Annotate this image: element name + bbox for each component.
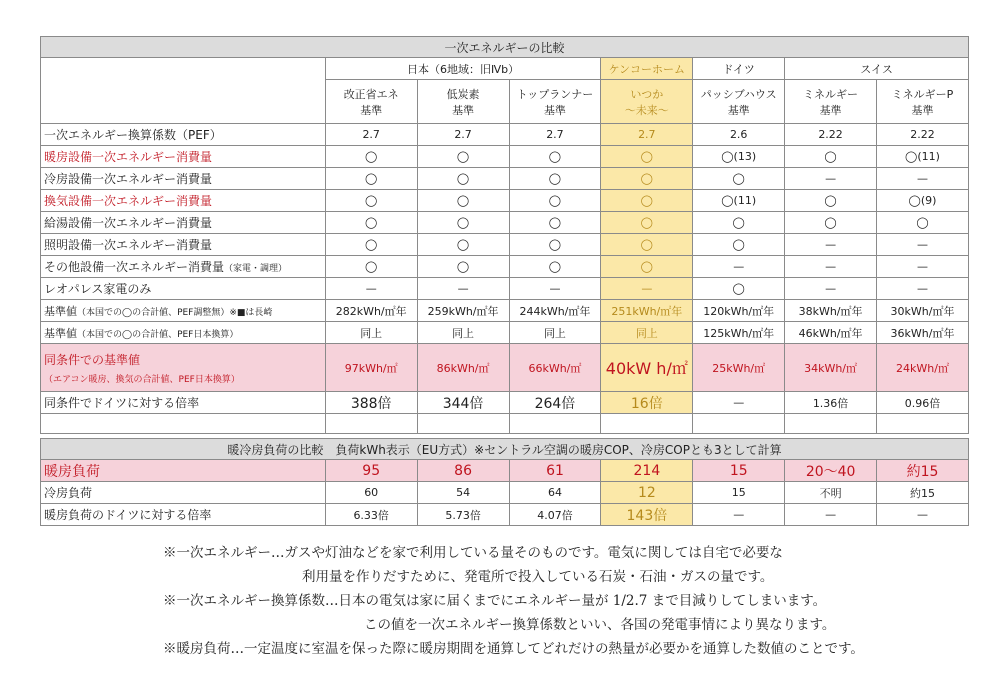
footnote-1: ※一次エネルギー…ガスや灯油などを家で利用している量そのものです。電気に関しては自宅で必要な — [163, 545, 783, 561]
row-label: レオパレス家電のみ — [44, 282, 152, 296]
cooling-load-value: 12 — [601, 482, 693, 504]
row-label-cell — [41, 146, 326, 168]
row-value: — — [877, 168, 969, 190]
same-cond-value: 25kWh/㎡ — [693, 344, 785, 392]
row-value: ◯ — [785, 146, 877, 168]
col-header-4: パッシブハウス 基準 — [693, 80, 785, 124]
same-cond-value: 97kWh/㎡ — [325, 344, 417, 392]
row-label: 照明設備一次エネルギー消費量 — [44, 238, 213, 252]
row-value: ◯ — [325, 190, 417, 212]
row-label: 基準値 — [44, 304, 77, 318]
heating-load-value: 61 — [509, 460, 601, 482]
col-header-3: いつか 〜未来〜 — [601, 80, 693, 124]
row-value: ◯ — [601, 212, 693, 234]
ratio-value: 344倍 — [417, 392, 509, 414]
heating-load-label: 暖房負荷 — [41, 460, 326, 482]
row-value: ◯ — [601, 234, 693, 256]
row-value: ◯ — [509, 212, 601, 234]
footnote-4: この値を一次エネルギー換算係数といい、各国の発電事情により異なります。 — [364, 617, 836, 633]
row-value: 125kWh/㎡年 — [693, 322, 785, 344]
ratio-value: 1.36倍 — [785, 392, 877, 414]
heating-load-value: 15 — [693, 460, 785, 482]
same-cond-value: 34kWh/㎡ — [785, 344, 877, 392]
heating-load-value: 20〜40 — [785, 460, 877, 482]
table-row — [41, 212, 969, 234]
heating-ratio-value: 6.33倍 — [325, 504, 417, 526]
row-value: ◯(9) — [877, 190, 969, 212]
row-value: ◯ — [417, 234, 509, 256]
footnote-2: 利用量を作りだすために、発電所で投入している石炭・石油・ガスの量です。 — [302, 569, 774, 585]
row-value: — — [509, 278, 601, 300]
same-cond-note: （エアコン暖房、換気の合計値、PEF日本換算） — [44, 374, 240, 385]
row-value: ◯ — [417, 190, 509, 212]
row-value: ◯ — [693, 278, 785, 300]
heating-load-row — [41, 460, 969, 482]
cooling-load-row — [41, 482, 969, 504]
row-value: 46kWh/㎡年 — [785, 322, 877, 344]
row-label-cell — [41, 300, 326, 322]
ratio-value: 16倍 — [601, 392, 693, 414]
row-value: ◯ — [601, 168, 693, 190]
heating-ratio-row — [41, 504, 969, 526]
row-value: 2.22 — [877, 124, 969, 146]
footnote-3: ※一次エネルギー換算係数…日本の電気は家に届くまでにエネルギー量が 1/2.7 まで目減りしてしまいます。 — [163, 593, 827, 609]
row-label-note: （本国での◯の合計値、PEF日本換算） — [77, 329, 239, 340]
col-header-2: トップランナー 基準 — [509, 80, 601, 124]
load-comparison-table — [40, 438, 969, 526]
row-value: — — [325, 278, 417, 300]
heating-load-value: 95 — [325, 460, 417, 482]
row-value: ◯ — [325, 234, 417, 256]
heating-ratio-value: 4.07倍 — [509, 504, 601, 526]
row-value: — — [785, 278, 877, 300]
row-value: — — [601, 278, 693, 300]
row-value: ◯ — [785, 212, 877, 234]
same-cond-label: 同条件での基準値 — [44, 352, 141, 367]
row-value: — — [877, 234, 969, 256]
row-value: 38kWh/㎡年 — [785, 300, 877, 322]
header-blank — [41, 58, 326, 124]
row-label-cell — [41, 168, 326, 190]
row-value: — — [785, 256, 877, 278]
table-row — [41, 322, 969, 344]
same-condition-row — [41, 344, 969, 392]
footnote-5: ※暖房負荷…一定温度に室温を保った際に暖房期間を通算してどれだけの熱量が必要かを通算した数値のことです。 — [163, 641, 864, 657]
row-value: 36kWh/㎡年 — [877, 322, 969, 344]
ratio-value: 264倍 — [509, 392, 601, 414]
table2-title: 暖冷房負荷の比較 負荷kWh表示（EU方式）※セントラル空調の暖房COP、冷房COPとも3として計算 — [41, 439, 969, 460]
row-value: 251kWh/㎡年 — [601, 300, 693, 322]
row-label-cell — [41, 234, 326, 256]
col-header-5: ミネルギー 基準 — [785, 80, 877, 124]
row-value: — — [785, 168, 877, 190]
row-value: ◯ — [877, 212, 969, 234]
row-value: 同上 — [601, 322, 693, 344]
row-value: ◯ — [325, 212, 417, 234]
row-value: — — [877, 256, 969, 278]
row-label-cell — [41, 322, 326, 344]
group-swiss: スイス — [785, 58, 969, 80]
row-value: 30kWh/㎡年 — [877, 300, 969, 322]
ratio-row — [41, 392, 969, 414]
row-value: ◯ — [509, 256, 601, 278]
same-cond-value: 40kW h/㎡ — [601, 344, 693, 392]
row-value: ◯ — [601, 190, 693, 212]
cooling-load-value: 64 — [509, 482, 601, 504]
cooling-load-value: 15 — [693, 482, 785, 504]
heating-ratio-value: — — [693, 504, 785, 526]
row-label-cell — [41, 212, 326, 234]
cooling-load-value: 54 — [417, 482, 509, 504]
row-value: 2.7 — [417, 124, 509, 146]
row-label: 暖房設備一次エネルギー消費量 — [44, 150, 213, 164]
ratio-value: 0.96倍 — [877, 392, 969, 414]
group-japan: 日本（6地域：旧Ⅳb） — [325, 58, 601, 80]
row-value: ◯ — [325, 256, 417, 278]
row-value: ◯ — [417, 168, 509, 190]
row-label: 冷房設備一次エネルギー消費量 — [44, 172, 213, 186]
row-label: 給湯設備一次エネルギー消費量 — [44, 216, 213, 230]
row-value: 同上 — [325, 322, 417, 344]
row-value: ◯ — [325, 146, 417, 168]
heating-ratio-value: — — [877, 504, 969, 526]
row-value: 2.7 — [325, 124, 417, 146]
row-value: — — [877, 278, 969, 300]
table-row — [41, 278, 969, 300]
row-value: 同上 — [417, 322, 509, 344]
row-value: 同上 — [509, 322, 601, 344]
ratio-value: — — [693, 392, 785, 414]
same-cond-value: 86kWh/㎡ — [417, 344, 509, 392]
row-value: ◯ — [693, 234, 785, 256]
row-value: ◯(11) — [693, 190, 785, 212]
row-value: ◯ — [601, 256, 693, 278]
cooling-load-value: 不明 — [785, 482, 877, 504]
row-label-cell — [41, 190, 326, 212]
heating-ratio-label: 暖房負荷のドイツに対する倍率 — [41, 504, 326, 526]
col-header-1: 低炭素 基準 — [417, 80, 509, 124]
row-value: 259kWh/㎡年 — [417, 300, 509, 322]
same-cond-value: 66kWh/㎡ — [509, 344, 601, 392]
row-value: 282kWh/㎡年 — [325, 300, 417, 322]
row-value: ◯ — [785, 190, 877, 212]
row-value: ◯ — [325, 168, 417, 190]
row-label: その他設備一次エネルギー消費量 — [44, 260, 225, 274]
row-value: — — [785, 234, 877, 256]
energy-comparison-table — [40, 36, 969, 434]
row-label-cell — [41, 278, 326, 300]
table-row — [41, 146, 969, 168]
row-label-cell — [41, 256, 326, 278]
cooling-load-label: 冷房負荷 — [41, 482, 326, 504]
row-value: — — [417, 278, 509, 300]
group-kenko: ケンコーホーム — [601, 58, 693, 80]
col-header-6: ミネルギーP 基準 — [877, 80, 969, 124]
row-value: ◯ — [417, 256, 509, 278]
table-row — [41, 190, 969, 212]
row-label-note: （本国での◯の合計値、PEF調整無）※■は長崎 — [77, 307, 273, 318]
row-label-cell — [41, 124, 326, 146]
cooling-load-value: 約15 — [877, 482, 969, 504]
row-value: ◯ — [509, 168, 601, 190]
ratio-label: 同条件でドイツに対する倍率 — [41, 392, 326, 414]
row-value: ◯ — [509, 146, 601, 168]
row-value: 2.6 — [693, 124, 785, 146]
ratio-value: 388倍 — [325, 392, 417, 414]
row-value: ◯ — [417, 146, 509, 168]
heating-ratio-value: — — [785, 504, 877, 526]
row-value: 2.7 — [509, 124, 601, 146]
table-row — [41, 168, 969, 190]
heating-ratio-value: 143倍 — [601, 504, 693, 526]
row-label: 換気設備一次エネルギー消費量 — [44, 194, 213, 208]
row-value: ◯ — [693, 212, 785, 234]
row-value: — — [693, 256, 785, 278]
row-value: ◯ — [417, 212, 509, 234]
row-value: 2.22 — [785, 124, 877, 146]
table-row — [41, 256, 969, 278]
col-header-0: 改正省エネ 基準 — [325, 80, 417, 124]
table1-title: 一次エネルギーの比較 — [41, 37, 969, 58]
row-value: ◯(13) — [693, 146, 785, 168]
row-label: 基準値 — [44, 326, 77, 340]
group-germany: ドイツ — [693, 58, 785, 80]
heating-load-value: 86 — [417, 460, 509, 482]
comparison-tables — [40, 36, 969, 526]
row-value: 244kWh/㎡年 — [509, 300, 601, 322]
table-row — [41, 124, 969, 146]
same-cond-value: 24kWh/㎡ — [877, 344, 969, 392]
row-value: 120kWh/㎡年 — [693, 300, 785, 322]
heating-ratio-value: 5.73倍 — [417, 504, 509, 526]
row-label-note: （家電・調理） — [224, 264, 288, 274]
cooling-load-value: 60 — [325, 482, 417, 504]
row-value: ◯ — [601, 146, 693, 168]
heating-load-value: 214 — [601, 460, 693, 482]
spacer-row — [41, 414, 969, 434]
row-label: 一次エネルギー換算係数（PEF） — [44, 128, 222, 142]
row-value: ◯ — [509, 234, 601, 256]
row-value: 2.7 — [601, 124, 693, 146]
table-row — [41, 234, 969, 256]
row-value: ◯ — [509, 190, 601, 212]
table-row — [41, 300, 969, 322]
row-value: ◯ — [693, 168, 785, 190]
row-value: ◯(11) — [877, 146, 969, 168]
heating-load-value: 約15 — [877, 460, 969, 482]
